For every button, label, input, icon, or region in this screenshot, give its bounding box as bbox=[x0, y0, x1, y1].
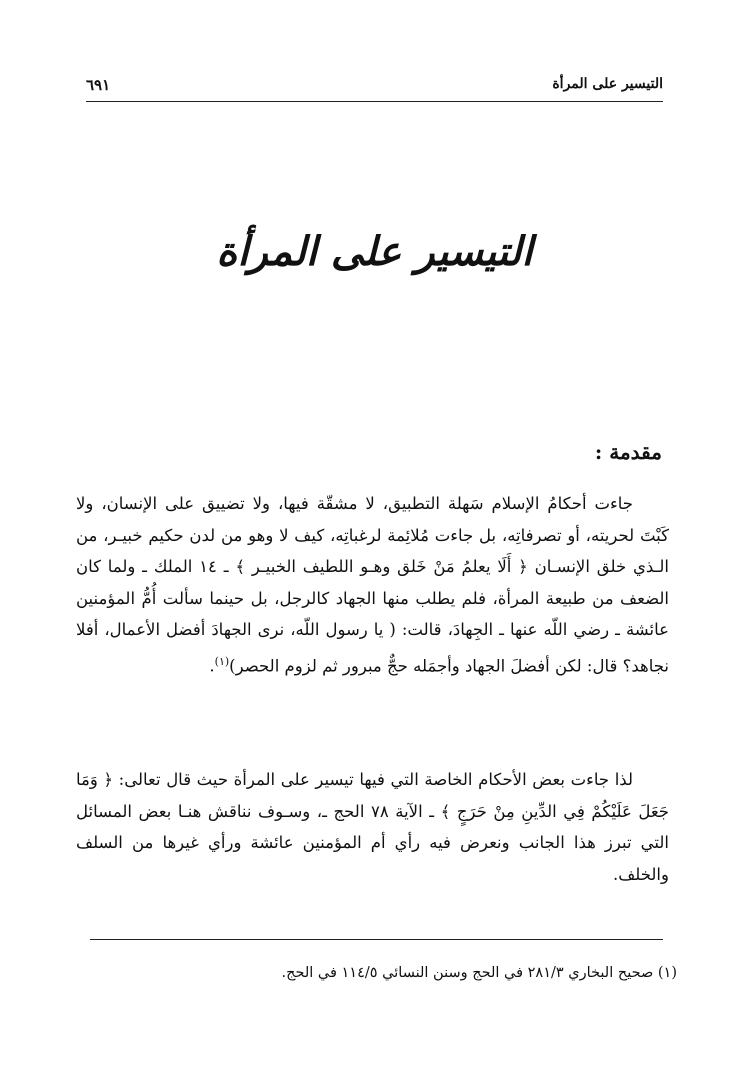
footnote: (١) صحيح البخاري ٢٨١/٣ في الحج وسنن النسائي ١١٤/٥ في الحج. bbox=[281, 965, 677, 981]
chapter-title: التيسير على المرأة bbox=[216, 228, 533, 275]
footnote-rule bbox=[90, 939, 663, 940]
paragraph-1-end: . bbox=[209, 656, 215, 675]
paragraph-rulings: لذا جاءت بعض الأحكام الخاصة التي فيها تيسير على المرأة حيث قال تعالى: ﴿ وَمَا جَعَلَ عَلَيْكُمْ فِي الدِّينِ مِنْ حَرَجٍ ﴾ ـ الآية ٧٨ الحج ـ، وسـوف نناقش هنـا بعض المسائل التي تبرز هذا الجانب ونعرض فيه رأي أم المؤمنين عائشة ورأي غيرها من السلف والخلف. bbox=[76, 770, 670, 884]
page-number: ٦٩١ bbox=[86, 76, 111, 94]
running-head bbox=[86, 76, 663, 100]
header-rule bbox=[86, 101, 663, 102]
paragraph-1-text: جاءت أحكامُ الإسلام سَهلة التطبيق، لا مشقّة فيها، ولا تضييق على الإنسان، ولا كَبْتَ لحريته، أو تصرفاتِه، بل جاءت مُلائِمة لرغباتِه، كيف لا وهو من لدن حكيم خبيـر، من الـذي خلق الإنسـان ﴿ أَلَا يعلمُ مَنْ خَلق وهـو اللطيف الخبيـر ﴾ ـ ١٤ الملك ـ ولما كان الضعف من طبيعة المرأة، فلم يطلب منها الجهاد كالرجل، بل حينما سألت أُمُّ المؤمنين عائشة ـ رضي اللّه عنها ـ الجِهادَ، قالت: ( يا رسول اللّه، نرى الجهادَ أفضل الأعمال، أفلا نجاهد؟ قال: لكن أفضلَ الجهاد وأجمَله حجٌّ مبرور ثم لزوم الحصر) bbox=[76, 494, 669, 675]
running-head-title: التيسير على المرأة bbox=[552, 76, 663, 92]
paragraph-introduction bbox=[76, 488, 669, 682]
section-heading: مقدمة : bbox=[594, 440, 662, 464]
footnote-reference: (١) bbox=[214, 654, 230, 668]
